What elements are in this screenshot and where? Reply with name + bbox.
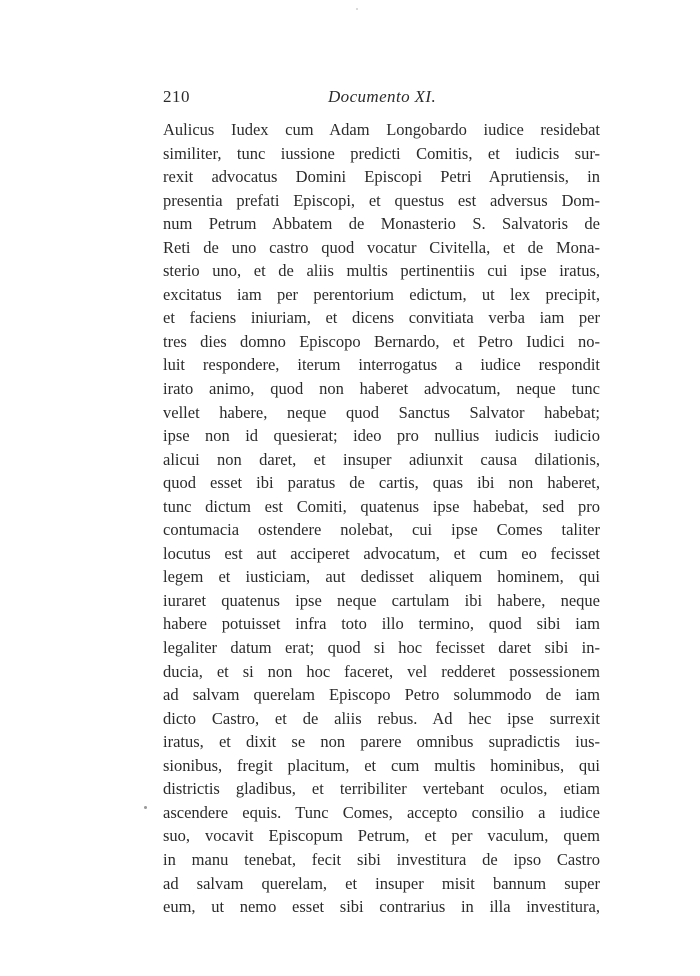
text-line: contumacia ostendere nolebat, cui ipse Comes taliter xyxy=(163,520,600,540)
text-line: Reti de uno castro quod vocatur Civitella, et de Mona- xyxy=(163,237,600,257)
text-line: quod esset ibi paratus de cartis, quas ibi non haberet, xyxy=(163,473,600,493)
text-line: locutus est aut acciperet advocatum, et cum eo fecisset xyxy=(163,543,600,563)
text-line: ad salvam querelam, et insuper misit bannum super xyxy=(163,873,600,893)
body-text xyxy=(163,118,600,919)
text-line: luit respondere, iterum interrogatus a iudice respondit xyxy=(163,355,600,375)
text-line: dicto Castro, et de aliis rebus. Ad hec ipse surrexit xyxy=(163,708,600,728)
text-line: tres dies domno Episcopo Bernardo, et Petro Iudici no- xyxy=(163,331,600,351)
text-line: similiter, tunc iussione predicti Comitis, et iudicis sur- xyxy=(163,143,600,163)
text-line: excitatus iam per perentorium edictum, ut lex precipit, xyxy=(163,284,600,304)
text-line: rexit advocatus Domini Episcopi Petri Aprutiensis, in xyxy=(163,167,600,187)
text-line: vellet habere, neque quod Sanctus Salvator habebat; xyxy=(163,402,600,422)
running-title: Documento XI. xyxy=(328,87,437,106)
text-line: districtis gladibus, et terribiliter vertebant oculos, etiam xyxy=(163,779,600,799)
text-line: habere potuisset infra toto illo termino, quod sibi iam xyxy=(163,614,600,634)
text-line: alicui non daret, et insuper adiunxit causa dilationis, xyxy=(163,449,600,469)
text-line: ipse non id quesierat; ideo pro nullius iudicis iudicio xyxy=(163,426,600,446)
text-line: et faciens iniuriam, et dicens convitiata verba iam per xyxy=(163,308,600,328)
text-line: presentia prefati Episcopi, et questus est adversus Dom- xyxy=(163,190,600,210)
text-line: sionibus, fregit placitum, et cum multis hominibus, qui xyxy=(163,755,600,775)
text-line: ad salvam querelam Episcopo Petro solummodo de iam xyxy=(163,685,600,705)
text-line: tunc dictum est Comiti, quatenus ipse habebat, sed pro xyxy=(163,496,600,516)
text-line: num Petrum Abbatem de Monasterio S. Salvatoris de xyxy=(163,214,600,234)
text-line: legaliter datum erat; quod si hoc fecisset daret sibi in- xyxy=(163,638,600,658)
text-line: irato animo, quod non haberet advocatum, neque tunc xyxy=(163,379,600,399)
text-line: eum, ut nemo esset sibi contrarius in illa investitura, xyxy=(163,897,600,917)
text-line: ducia, et si non hoc faceret, vel redderet possessionem xyxy=(163,661,600,681)
text-line: sterio uno, et de aliis multis pertinentiis cui ipse iratus, xyxy=(163,261,600,281)
scan-speck xyxy=(356,8,358,10)
running-head xyxy=(163,87,600,109)
text-line: Aulicus Iudex cum Adam Longobardo iudice residebat xyxy=(163,120,600,139)
text-line: ascendere equis. Tunc Comes, accepto consilio a iudice xyxy=(163,802,600,822)
text-line: suo, vocavit Episcopum Petrum, et per vaculum, quem xyxy=(163,826,600,846)
text-line: iuraret quatenus ipse neque cartulam ibi habere, neque xyxy=(163,590,600,610)
text-line: iratus, et dixit se non parere omnibus supradictis ius- xyxy=(163,732,600,752)
page-number: 210 xyxy=(163,87,190,106)
margin-mark xyxy=(144,806,147,809)
text-line: legem et iusticiam, aut dedisset aliquem hominem, qui xyxy=(163,567,600,587)
text-line: in manu tenebat, fecit sibi investitura de ipso Castro xyxy=(163,849,600,869)
